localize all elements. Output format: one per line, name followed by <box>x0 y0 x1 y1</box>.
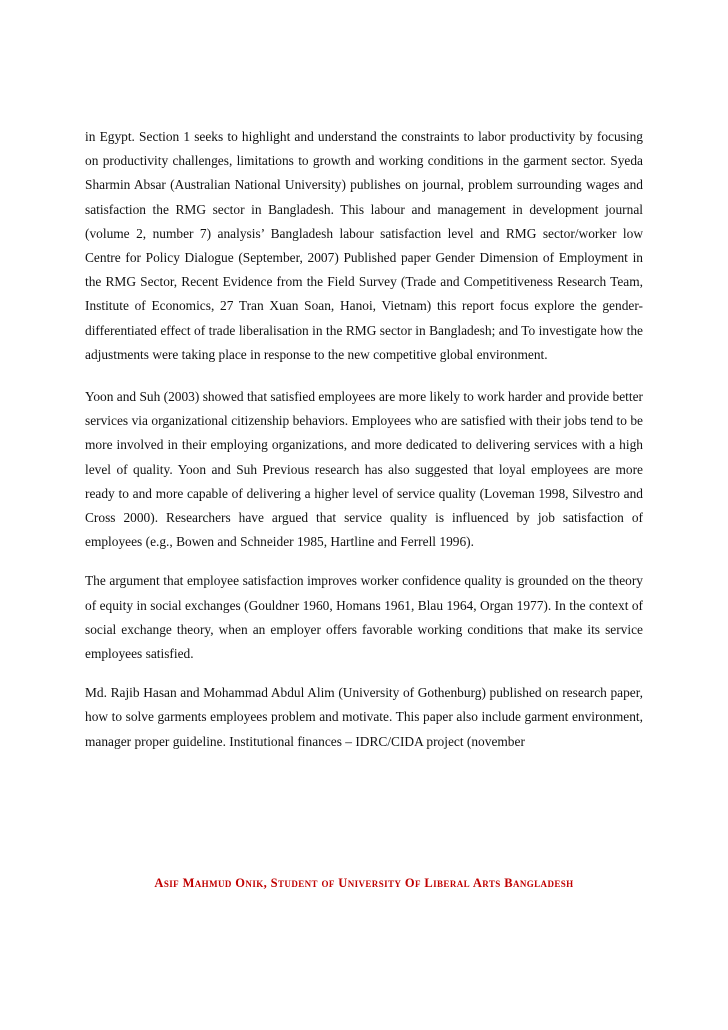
paragraph-social-exchange: The argument that employee satisfaction improves worker confidence quality is grounded on the theory of equity in social exchanges (Gouldner 1960, Homans 1961, Blau 1964, Organ 1977). In the context of social exchange theory, when an employer offers favorable working conditions that make its service employees satisfied. <box>85 573 643 662</box>
paragraph-yoon-suh: Yoon and Suh (2003) showed that satisfied employees are more likely to work harder and provide better services via organizational citizenship behaviors. Employees who are satisfied with their jobs tend to be more involved in their employing organizations, and more dedicated to delivering services with a high level of quality. Yoon and Suh Previous research has also suggested that loyal employees are more ready to and more capable of delivering a higher level of service quality (Loveman 1998, Silvestro and Cross 2000). Researchers have argued that service quality is influenced by job satisfaction of employees (e.g., Bowen and Schneider 1985, Hartline and Ferrell 1996). <box>85 389 643 550</box>
paragraph-hasan-alim: Md. Rajib Hasan and Mohammad Abdul Alim (University of Gothenburg) published on research paper, how to solve garments employees problem and motivate. This paper also include garment environment, manager proper guideline. Institutional finances – IDRC/CIDA project (november <box>85 685 643 749</box>
body-text <box>85 125 643 754</box>
page-footer: Asif Mahmud Onik, Student of University Of Liberal Arts Bangladesh <box>154 876 574 890</box>
paragraph-egypt-section: in Egypt. Section 1 seeks to highlight and understand the constraints to labor productivity by focusing on productivity challenges, limitations to growth and working conditions in the garment sector. Syeda Sharmin Absar (Australian National University) publishes on journal, problem surrounding wages and satisfaction the RMG sector in Bangladesh. This labour and management in development journal (volume 2, number 7) analysis’ Bangladesh labour satisfaction level and RMG sector/worker low Centre for Policy Dialogue (September, 2007) Published paper Gender Dimension of Employment in the RMG Sector, Recent Evidence from the Field Survey (Trade and Competitiveness Research Team, Institute of Economics, 27 Tran Xuan Soan, Hanoi, Vietnam) this report focus explore the gender-differentiated effect of trade liberalisation in the RMG sector in Bangladesh; and To investigate how the adjustments were taking place in response to the new competitive global environment. <box>85 129 643 362</box>
